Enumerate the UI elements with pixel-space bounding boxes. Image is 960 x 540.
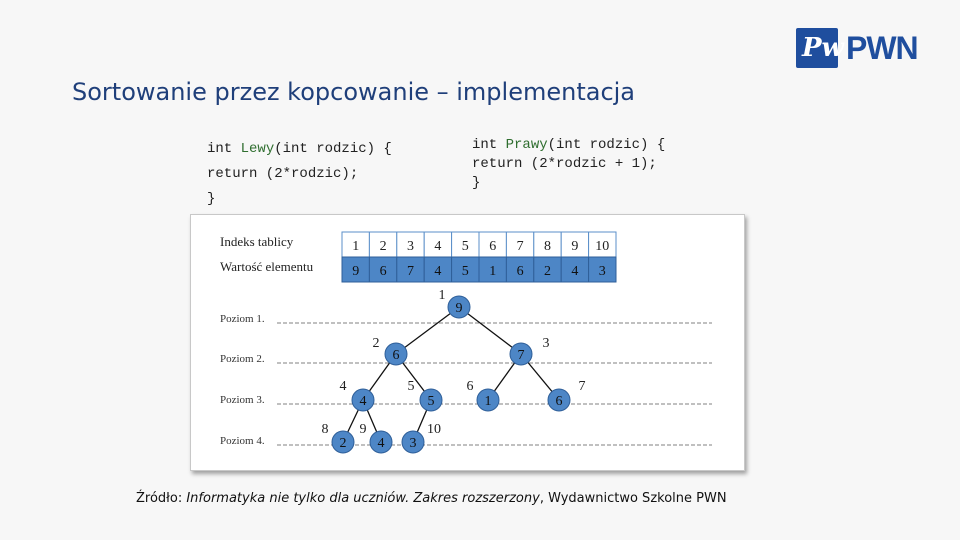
tree-node-index: 7 xyxy=(578,379,586,394)
tree-node-value: 6 xyxy=(555,394,563,409)
code-left-close: } xyxy=(207,191,216,207)
code-right-signature: (int rodzic) { xyxy=(547,137,666,153)
code-left-return: return (2*rodzic); xyxy=(207,166,359,182)
tree-node-index: 10 xyxy=(427,422,441,437)
value-cell-label: 7 xyxy=(407,264,414,279)
tree-node-value: 3 xyxy=(409,436,417,451)
value-cell-label: 3 xyxy=(598,264,606,279)
tree-node-value: 9 xyxy=(455,301,463,316)
code-right-return: return (2*rodzic + 1); xyxy=(472,156,657,172)
pwn-logo xyxy=(796,28,926,70)
caption-publisher: , Wydawnictwo Szkolne PWN xyxy=(539,491,727,506)
tree-node-index: 5 xyxy=(407,379,415,394)
tree-node-value: 4 xyxy=(377,436,385,451)
slide-title: Sortowanie przez kopcowanie – implementacja xyxy=(72,78,636,106)
pwn-logo-mark xyxy=(796,28,844,68)
tree-node-index: 1 xyxy=(438,288,446,303)
heap-diagram xyxy=(191,215,744,470)
tree-node-index: 9 xyxy=(359,422,367,437)
tree-node-value: 4 xyxy=(359,394,367,409)
tree-node-index: 8 xyxy=(321,422,329,437)
index-cell-label: 9 xyxy=(571,239,579,254)
row-label-index: Indeks tablicy xyxy=(220,234,294,249)
index-cell-label: 7 xyxy=(516,239,524,254)
tree-node-index: 6 xyxy=(466,379,474,394)
code-right-fn-name: Prawy xyxy=(505,137,548,153)
value-cell-label: 6 xyxy=(379,264,387,279)
heap-figure xyxy=(190,214,745,471)
pwn-logo-text: PWN xyxy=(846,30,918,66)
code-right-function xyxy=(472,136,665,193)
code-left-type: int xyxy=(207,141,241,157)
index-cell-label: 1 xyxy=(352,239,360,254)
tree-node-value: 5 xyxy=(427,394,435,409)
value-cell-label: 1 xyxy=(489,264,497,279)
level-label: Poziom 1. xyxy=(220,313,265,325)
caption-book-title: Informatyka nie tylko dla uczniów. Zakres rozszerzony xyxy=(186,491,540,506)
tree-node-value: 1 xyxy=(484,394,492,409)
value-cell-label: 6 xyxy=(516,264,524,279)
tree-node-index: 4 xyxy=(339,379,347,394)
caption-prefix: Źródło: xyxy=(136,491,187,506)
code-right-type: int xyxy=(472,137,506,153)
index-cell-label: 10 xyxy=(595,239,610,254)
index-cell-label: 6 xyxy=(489,239,497,254)
value-cell-label: 9 xyxy=(352,264,360,279)
code-right-close: } xyxy=(472,175,481,191)
index-cell-label: 5 xyxy=(461,239,469,254)
tree-edge xyxy=(396,307,459,354)
value-cell-label: 5 xyxy=(461,264,469,279)
code-left-function xyxy=(207,137,392,212)
row-label-value: Wartość elementu xyxy=(220,259,314,274)
tree-node-value: 2 xyxy=(339,436,347,451)
index-cell-label: 3 xyxy=(407,239,414,254)
tree-edge xyxy=(459,307,521,354)
tree-node-index: 3 xyxy=(542,336,550,351)
source-caption xyxy=(136,491,727,506)
value-cell-label: 4 xyxy=(434,264,442,279)
code-left-signature: (int rodzic) { xyxy=(274,141,392,157)
level-label: Poziom 3. xyxy=(220,394,265,406)
code-left-fn-name: Lewy xyxy=(240,141,275,157)
level-label: Poziom 4. xyxy=(220,435,265,447)
value-cell-label: 4 xyxy=(571,264,579,279)
level-label: Poziom 2. xyxy=(220,353,265,365)
tree-node-value: 6 xyxy=(392,348,400,363)
tree-node-value: 7 xyxy=(517,348,525,363)
index-cell-label: 8 xyxy=(544,239,551,254)
index-cell-label: 4 xyxy=(434,239,442,254)
index-cell-label: 2 xyxy=(379,239,387,254)
pwn-logo-glyph: Pw xyxy=(802,33,844,63)
value-cell-label: 2 xyxy=(544,264,551,279)
tree-node-index: 2 xyxy=(372,336,380,351)
